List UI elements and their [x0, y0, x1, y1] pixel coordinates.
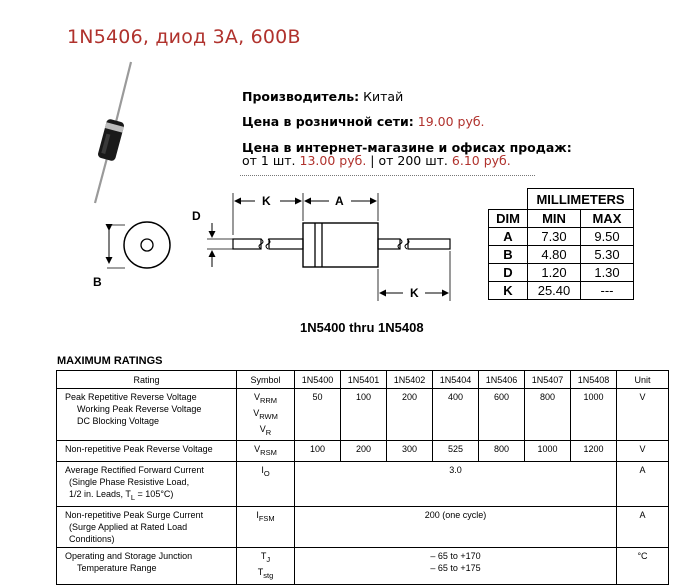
- wholesale-label: Цена в интернет-магазине и офисах продаж:: [242, 140, 572, 155]
- series-label: 1N5400 thru 1N5408: [300, 320, 424, 335]
- table-row: A 7.30 9.50: [489, 228, 634, 246]
- label-a: A: [335, 194, 344, 208]
- label-k-bottom: K: [410, 286, 419, 300]
- table-row: Peak Repetitive Reverse Voltage Working Peak Reverse Voltage DC Blocking Voltage $V_{RRM}$ $V_{RWM}$ $V_R$ 50 100 200 400 600 800 1000 V: [57, 389, 669, 441]
- col-max: MAX: [581, 210, 634, 228]
- max-ratings-title: MAXIMUM RATINGS: [57, 355, 163, 367]
- wholesale-price200: 6.10 руб.: [451, 153, 511, 168]
- table-row: Operating and Storage Junction Temperature Range $T_J$ $T_{stg}$ – 65 to +170 – 65 to +175 °C: [57, 547, 669, 584]
- label-d: D: [192, 209, 201, 223]
- retail-price: 19.00 руб.: [417, 114, 485, 129]
- product-title: 1N5406, диод 3A, 600В: [67, 26, 301, 48]
- wholesale-prices: [242, 153, 511, 168]
- wholesale-from1: от 1 шт.: [242, 153, 296, 168]
- manufacturer-label: Производитель:: [242, 89, 360, 104]
- label-b: B: [93, 275, 102, 289]
- divider: [240, 175, 535, 176]
- table-row: Average Rectified Forward Current (Single Phase Resistive Load, 1/2 in. Leads, $T_L = 105^\circ C$) $I_O$ 3.0 A: [57, 462, 669, 507]
- wholesale-price1: 13.00 руб.: [299, 153, 367, 168]
- manufacturer-line: [242, 89, 403, 104]
- table-row: Non-repetitive Peak Reverse Voltage $V_{RSM}$ 100 200 300 525 800 1000 1200 V: [57, 441, 669, 462]
- diode-photo: [85, 60, 145, 205]
- table-row: B 4.80 5.30: [489, 246, 634, 264]
- retail-price-line: [242, 114, 485, 129]
- table-row: Non-repetitive Peak Surge Current (Surge Applied at Rated Load Conditions) $I_{FSM}$ 200 (one cycle) A: [57, 506, 669, 547]
- col-min: MIN: [528, 210, 581, 228]
- label-k-top: K: [262, 194, 271, 208]
- retail-label: Цена в розничной сети:: [242, 114, 414, 129]
- max-ratings-table: [56, 370, 669, 585]
- manufacturer-value: Китай: [363, 89, 404, 104]
- table-row: D 1.20 1.30: [489, 264, 634, 282]
- wholesale-sep: | от 200 шт.: [370, 153, 448, 168]
- dimensions-table: [488, 188, 634, 300]
- table-header-row: Rating Symbol 1N5400 1N5401 1N5402 1N5404 1N5406 1N5407 1N5408 Unit: [57, 371, 669, 389]
- mm-header: MILLIMETERS: [528, 189, 634, 210]
- dimension-drawing: [85, 185, 475, 315]
- table-row: K 25.40 ---: [489, 282, 634, 300]
- col-dim: DIM: [489, 210, 528, 228]
